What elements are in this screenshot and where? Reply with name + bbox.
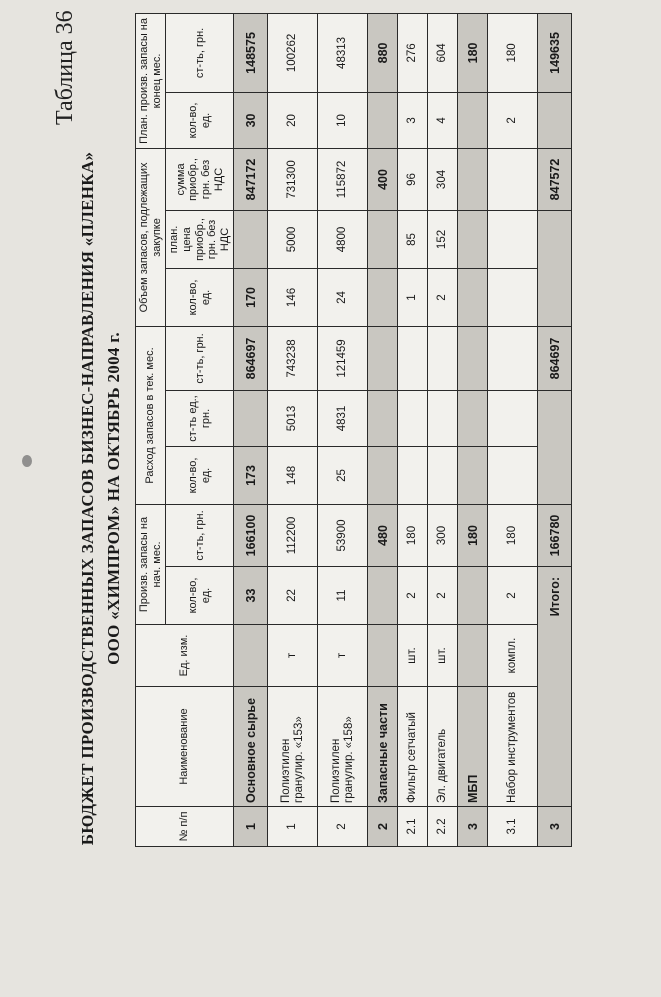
cell-use-unit [234, 390, 268, 446]
cell-end-cost: 48313 [318, 13, 368, 92]
cell-buy-qty: 1 [398, 268, 428, 326]
cell-num: 1 [268, 807, 318, 847]
cell-end-qty [458, 92, 488, 148]
cell-end-cost: 148575 [234, 13, 268, 92]
cell-num: 2 [368, 807, 398, 847]
cell-unit: компл. [488, 625, 538, 687]
cell-num: 2 [318, 807, 368, 847]
table-row [318, 13, 368, 846]
cell-buy-price: 4800 [318, 210, 368, 268]
cell-use-unit: 5013 [268, 390, 318, 446]
cell-use-unit [428, 390, 458, 446]
cell-end-cost: 180 [488, 13, 538, 92]
cell-start-cost: 300 [428, 504, 458, 566]
header-sum-purchase: сумма приобр., грн. без НДС [166, 148, 234, 210]
header-num: № п/п [136, 807, 234, 847]
table-row [488, 13, 538, 846]
cell-use-cost [398, 326, 428, 390]
header-usage-group: Расход запасов в тек. мес. [136, 326, 166, 504]
table-number: Таблица 36 [52, 10, 78, 125]
table-row [268, 13, 318, 846]
cell-buy-price [488, 210, 538, 268]
cell-start-qty: 22 [268, 567, 318, 625]
cell-start-cost: 180 [488, 504, 538, 566]
cell-end-cost: 100262 [268, 13, 318, 92]
total-end-cost: 149635 [538, 13, 572, 92]
cell-buy-price [368, 210, 398, 268]
cell-name: МБП [458, 687, 488, 807]
total-row [538, 13, 572, 846]
table-title-line-1: БЮДЖЕТ ПРОИЗВОДСТВЕННЫХ ЗАПАСОВ БИЗНЕС-НАПРАВЛЕНИЯ «ПЛЕНКА» [78, 151, 97, 846]
cell-num: 2.1 [398, 807, 428, 847]
cell-buy-sum [488, 148, 538, 210]
cell-buy-sum: 847172 [234, 148, 268, 210]
cell-unit [234, 625, 268, 687]
cell-buy-sum: 400 [368, 148, 398, 210]
header-unit: Ед. изм. [136, 625, 234, 687]
cell-name: Полиэтилен гранулир. «158» [318, 687, 368, 807]
table-title-line-2: ООО «ХИМПРОМ» НА ОКТЯБРЬ 2004 г. [104, 332, 123, 665]
cell-buy-sum: 96 [398, 148, 428, 210]
cell-buy-qty: 24 [318, 268, 368, 326]
cell-buy-qty [458, 268, 488, 326]
cell-num: 3.1 [488, 807, 538, 847]
cell-buy-price [234, 210, 268, 268]
cell-unit: шт. [428, 625, 458, 687]
header-start-qty: кол-во, ед. [166, 567, 234, 625]
cell-start-cost: 112200 [268, 504, 318, 566]
header-end-qty: кол-во, ед. [166, 92, 234, 148]
cell-start-cost: 180 [398, 504, 428, 566]
cell-name: Запасные части [368, 687, 398, 807]
cell-buy-sum: 304 [428, 148, 458, 210]
cell-use-qty: 25 [318, 446, 368, 504]
table-row [458, 13, 488, 846]
cell-use-unit: 4831 [318, 390, 368, 446]
header-buy-qty: кол-во, ед. [166, 268, 234, 326]
cell-start-qty: 2 [428, 567, 458, 625]
cell-use-qty: 148 [268, 446, 318, 504]
total-blank [538, 390, 572, 504]
cell-unit: шт. [398, 625, 428, 687]
cell-start-qty: 2 [398, 567, 428, 625]
header-use-qty: кол-во, ед. [166, 446, 234, 504]
cell-buy-price: 152 [428, 210, 458, 268]
cell-use-qty [368, 446, 398, 504]
header-plan-price: план. цена приобр., грн. без НДС [166, 210, 234, 268]
cell-end-qty: 3 [398, 92, 428, 148]
cell-use-unit [458, 390, 488, 446]
header-purchase-group: Объем запасов, подлежащих закупке [136, 148, 166, 326]
header-start-group: Произв. запасы на нач. мес. [136, 504, 166, 624]
cell-start-cost: 166100 [234, 504, 268, 566]
cell-end-qty [368, 92, 398, 148]
cell-buy-qty: 2 [428, 268, 458, 326]
cell-use-unit [368, 390, 398, 446]
table-row [428, 13, 458, 846]
cell-unit [368, 625, 398, 687]
cell-unit: т [268, 625, 318, 687]
cell-buy-price [458, 210, 488, 268]
cell-name: Набор инструментов [488, 687, 538, 807]
cell-buy-price: 5000 [268, 210, 318, 268]
header-end-group: План. произв. запасы на конец мес. [136, 13, 166, 148]
header-name: Наименование [136, 687, 234, 807]
cell-name: Основное сырье [234, 687, 268, 807]
header-end-cost: ст-ть, грн. [166, 13, 234, 92]
cell-use-qty: 173 [234, 446, 268, 504]
cell-end-cost: 604 [428, 13, 458, 92]
cell-unit: т [318, 625, 368, 687]
total-use-cost: 864697 [538, 326, 572, 390]
cell-buy-sum: 731300 [268, 148, 318, 210]
cell-start-cost: 480 [368, 504, 398, 566]
cell-start-qty [458, 567, 488, 625]
total-start-cost: 166780 [538, 504, 572, 566]
cell-buy-sum: 115872 [318, 148, 368, 210]
cell-use-qty [398, 446, 428, 504]
cell-buy-price: 85 [398, 210, 428, 268]
table-body [234, 13, 572, 846]
cell-num: 3 [458, 807, 488, 847]
cell-use-unit [398, 390, 428, 446]
cell-num: 2.2 [428, 807, 458, 847]
table-row [368, 13, 398, 846]
header-use-unit-cost: ст-ть ед., грн. [166, 390, 234, 446]
cell-end-qty: 30 [234, 92, 268, 148]
cell-num: 1 [234, 807, 268, 847]
cell-end-cost: 180 [458, 13, 488, 92]
cell-start-cost: 53900 [318, 504, 368, 566]
cell-use-cost [368, 326, 398, 390]
cell-use-cost [428, 326, 458, 390]
cell-start-qty: 2 [488, 567, 538, 625]
header-start-cost: ст-ть, грн. [166, 504, 234, 566]
cell-buy-qty [368, 268, 398, 326]
total-num: 3 [538, 807, 572, 847]
total-label: Итого: [538, 567, 572, 807]
cell-start-qty: 33 [234, 567, 268, 625]
cell-buy-qty [488, 268, 538, 326]
cell-start-qty: 11 [318, 567, 368, 625]
cell-end-cost: 276 [398, 13, 428, 92]
cell-name: Эл. двигатель [428, 687, 458, 807]
cell-buy-qty: 146 [268, 268, 318, 326]
cell-use-qty [488, 446, 538, 504]
cell-use-cost: 121459 [318, 326, 368, 390]
header-row-1 [136, 13, 166, 846]
header-use-cost: ст-ть, грн. [166, 326, 234, 390]
cell-use-cost: 743238 [268, 326, 318, 390]
cell-name: Полиэтилен гранулир. «153» [268, 687, 318, 807]
cell-use-cost [458, 326, 488, 390]
cell-use-unit [488, 390, 538, 446]
cell-end-cost: 880 [368, 13, 398, 92]
cell-unit [458, 625, 488, 687]
cell-buy-qty: 170 [234, 268, 268, 326]
total-blank [538, 92, 572, 148]
cell-name: Фильтр сетчатый [398, 687, 428, 807]
cell-start-cost: 180 [458, 504, 488, 566]
cell-use-cost [488, 326, 538, 390]
cell-use-qty [458, 446, 488, 504]
cell-end-qty: 10 [318, 92, 368, 148]
cell-end-qty: 20 [268, 92, 318, 148]
budget-table [135, 13, 572, 847]
cell-buy-sum [458, 148, 488, 210]
cell-use-qty [428, 446, 458, 504]
total-blank [538, 210, 572, 326]
cell-use-cost: 864697 [234, 326, 268, 390]
table-row [398, 13, 428, 846]
cell-start-qty [368, 567, 398, 625]
total-buy-sum: 847572 [538, 148, 572, 210]
cell-end-qty: 2 [488, 92, 538, 148]
table-row [234, 13, 268, 846]
cell-end-qty: 4 [428, 92, 458, 148]
